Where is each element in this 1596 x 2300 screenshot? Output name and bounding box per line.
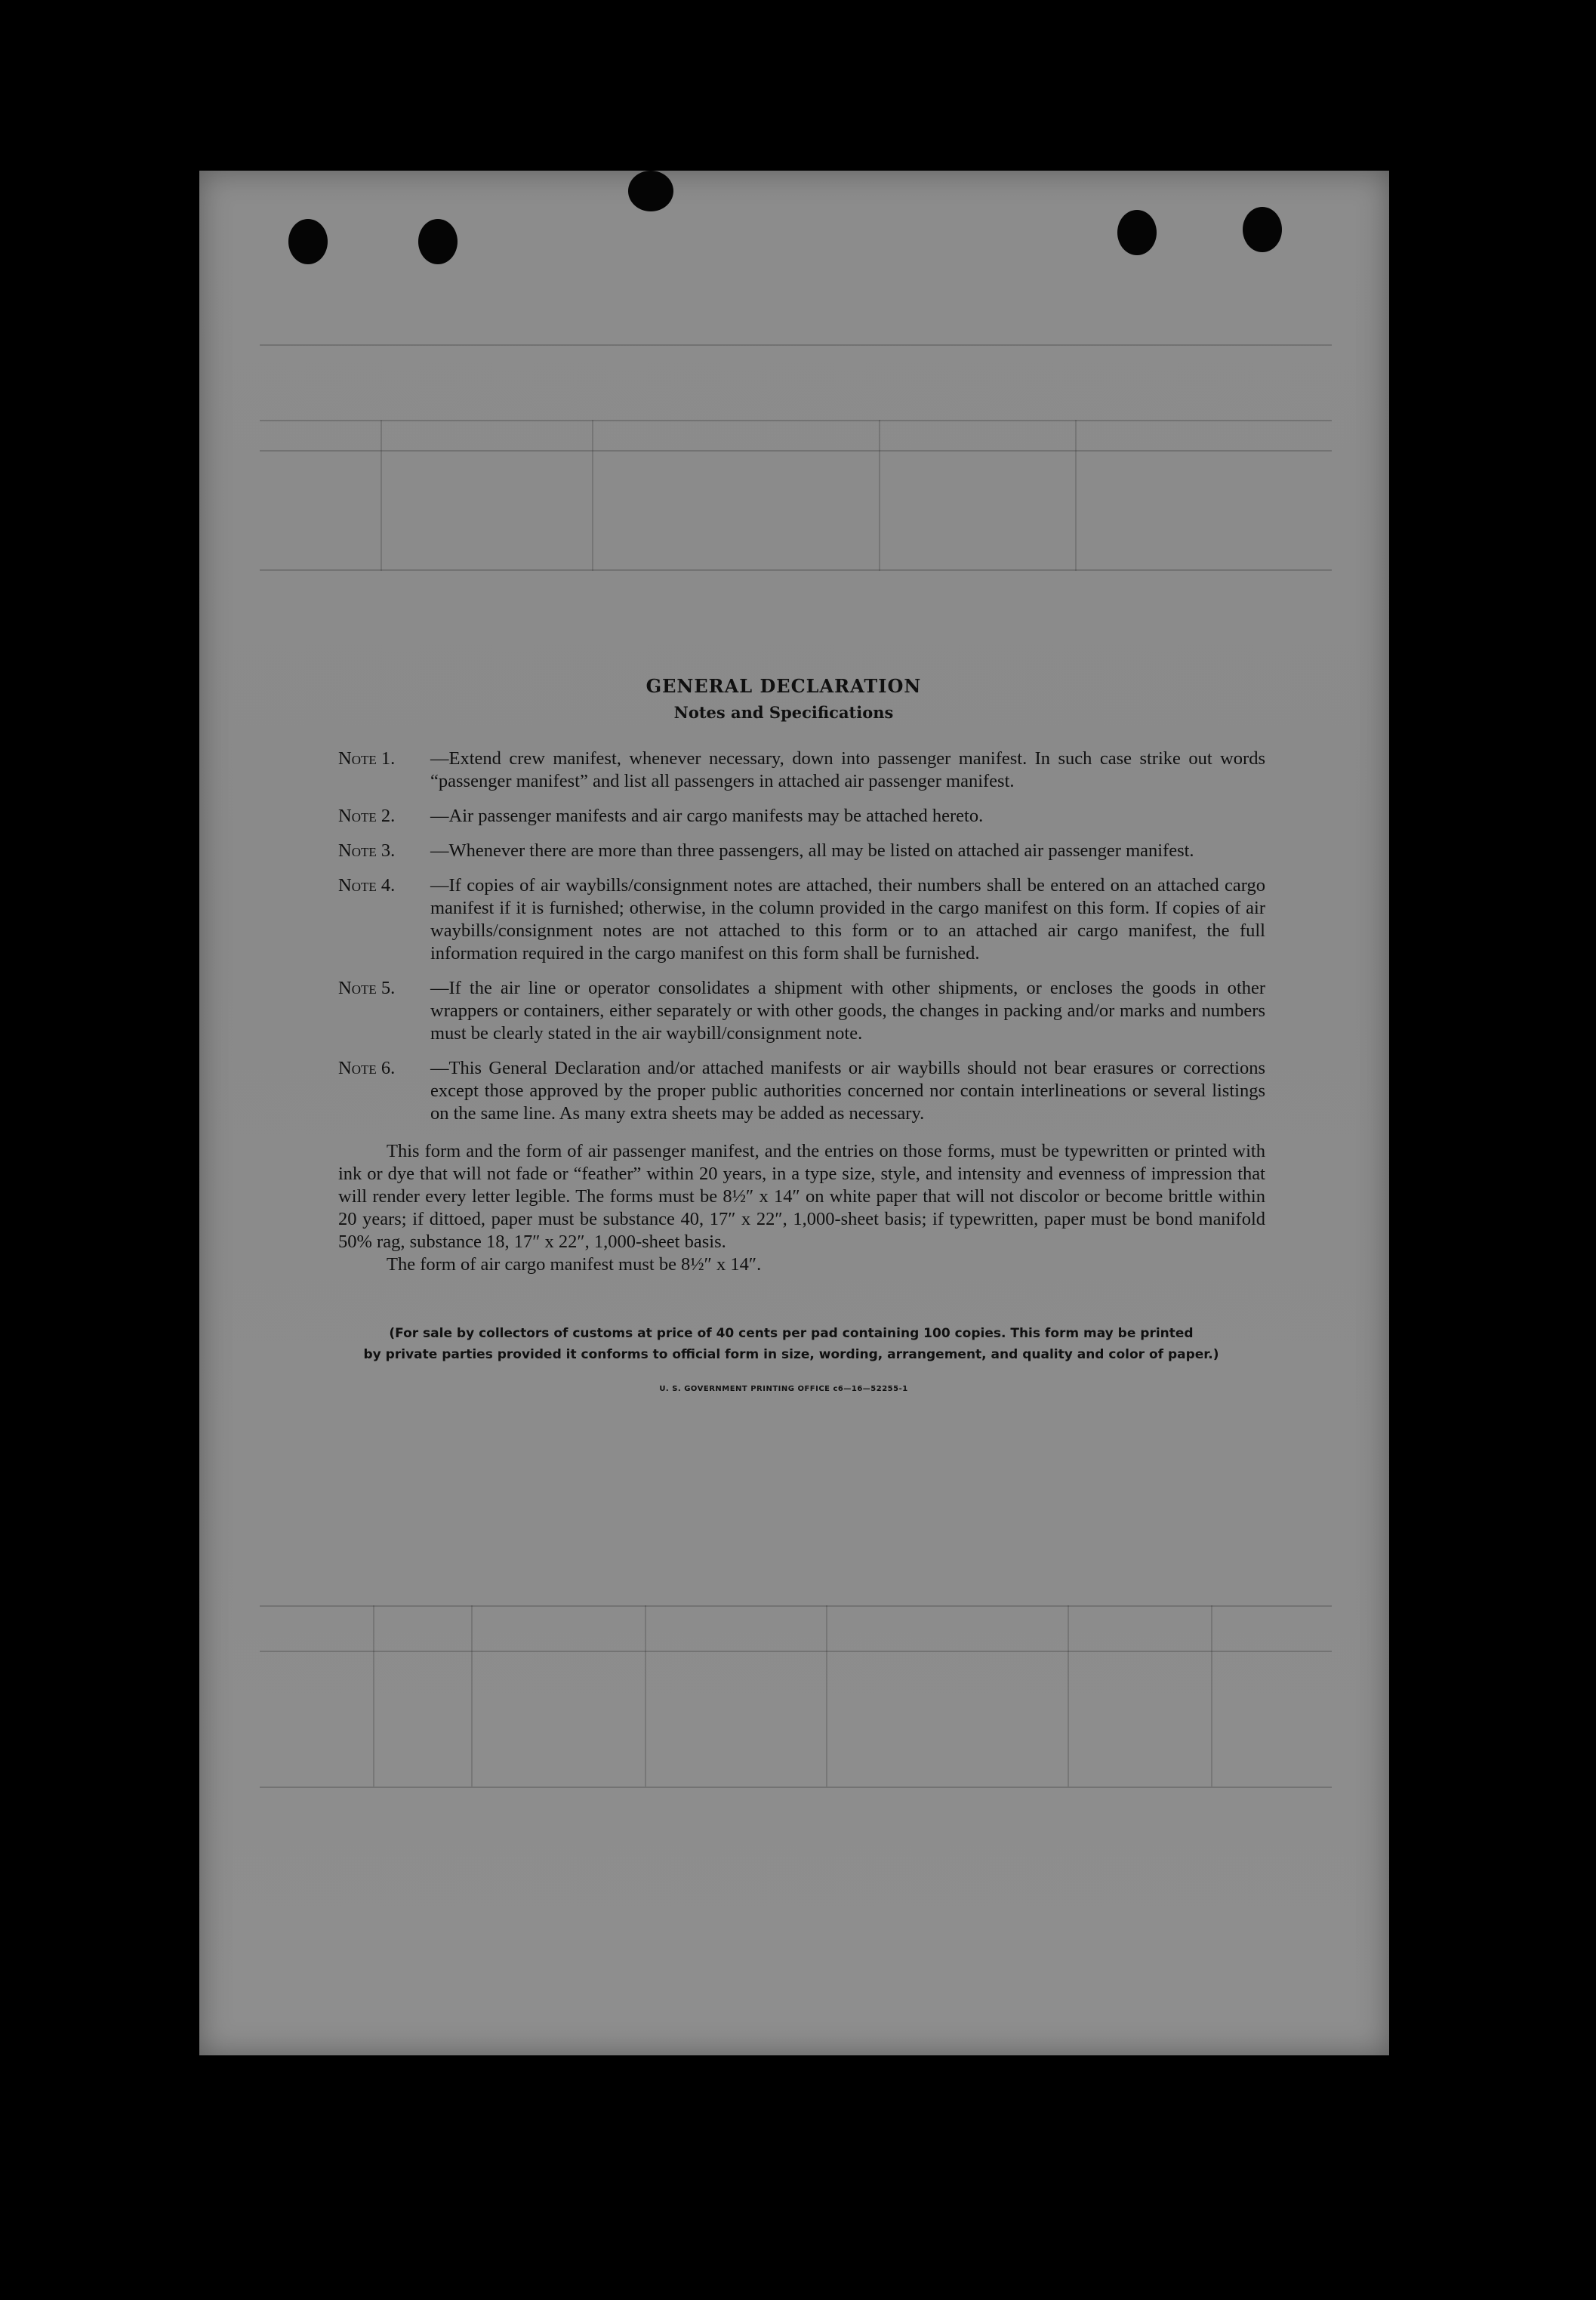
bleed-line: [592, 420, 593, 571]
note-2: [332, 805, 1265, 828]
punch-hole-top: [628, 171, 673, 211]
sale-notice: [317, 1323, 1265, 1365]
note-label: Note 5.: [338, 978, 396, 998]
note-text: —Air passenger manifests and air cargo manifests may be attached hereto.: [430, 806, 984, 826]
bleed-line: [879, 420, 880, 571]
bleed-line: [645, 1605, 646, 1787]
bleed-line: [260, 569, 1332, 571]
note-text: —Extend crew manifest, whenever necessary, down into passenger manifest. In such case strike out words “passenger manifest” and list all passengers in attached air passenger manifest.: [430, 748, 1265, 791]
declaration-content: [332, 675, 1265, 1393]
note-1: [332, 748, 1265, 793]
note-5: [332, 977, 1265, 1045]
bleed-line: [260, 420, 1332, 421]
bleed-line: [1068, 1605, 1069, 1787]
page-subtitle: Notes and Specifications: [673, 703, 894, 722]
note-label: Note 2.: [338, 806, 396, 826]
note-text: —This General Declaration and/or attached manifests or air waybills should not bear erasures or corrections except those approved by the proper public authorities concerned nor contain interlineations or several listings on the same line. As many extra sheets may be added as necessary.: [430, 1058, 1265, 1124]
notes-list: [332, 748, 1265, 1125]
page-title: GENERAL DECLARATION: [645, 675, 922, 697]
note-4: [332, 874, 1265, 965]
note-label: Note 6.: [338, 1058, 396, 1078]
bleed-line: [471, 1605, 473, 1787]
note-label: Note 1.: [338, 748, 396, 769]
sale-notice-line-1: (For sale by collectors of customs at price of 40 cents per pad containing 100 copies. This form may be printed: [389, 1326, 1194, 1341]
bleed-line: [260, 1651, 1332, 1652]
punch-hole-right-1: [1117, 210, 1157, 255]
note-text: —Whenever there are more than three passengers, all may be listed on attached air passenger manifest.: [430, 840, 1194, 861]
note-text: —If copies of air waybills/consignment notes are attached, their numbers shall be entered on an attached cargo manifest if it is furnished; otherwise, in the column provided in the cargo manifest on this form. If copies of air waybills/consignment notes are not attached to this form or to an attached air cargo manifest, the full information required in the cargo manifest on this form shall be furnished.: [430, 875, 1265, 963]
bleed-line: [260, 450, 1332, 452]
punch-hole-left-1: [288, 219, 328, 264]
printer-imprint: U. S. GOVERNMENT PRINTING OFFICE c6—16—52255-1: [659, 1385, 908, 1393]
note-3: [332, 840, 1265, 862]
bleed-line: [373, 1605, 374, 1787]
cargo-manifest-size: The form of air cargo manifest must be 8½″ x 14″.: [387, 1254, 762, 1275]
note-label: Note 3.: [338, 840, 396, 861]
punch-hole-right-2: [1243, 207, 1282, 252]
bleed-line: [1211, 1605, 1212, 1787]
bleed-line: [260, 1787, 1332, 1788]
bleed-line: [826, 1605, 827, 1787]
document-sheet: [199, 171, 1389, 2055]
bleed-line: [381, 420, 382, 571]
note-6: [332, 1057, 1265, 1125]
specification-paragraph: This form and the form of air passenger manifest, and the entries on those forms, must be typewritten or printed with ink or dye that will not fade or “feather” within 20 years, in a type size, style, and intensity and evenness of impression that will render every letter legible. The forms must be 8½″ x 14″ on white paper that will not discolor or become brittle within 20 years; if dittoed, paper must be substance 40, 17″ x 22″, 1,000-sheet basis; if typewritten, paper must be bond manifold 50% rag, substance 18, 17″ x 22″, 1,000-sheet basis.: [338, 1141, 1265, 1252]
note-label: Note 4.: [338, 875, 396, 896]
bleed-line: [260, 344, 1332, 346]
sale-notice-line-2: by private parties provided it conforms to official form in size, wording, arrangement, and quality and color of paper.): [363, 1347, 1219, 1362]
bleed-line: [1075, 420, 1077, 571]
note-text: —If the air line or operator consolidates a shipment with other shipments, or encloses the goods in other wrappers or containers, either separately or with other goods, the changes in packing and/or marks and numbers must be clearly stated in the air waybill/consignment note.: [430, 978, 1265, 1044]
punch-hole-left-2: [418, 219, 458, 264]
bleed-line: [260, 1605, 1332, 1607]
